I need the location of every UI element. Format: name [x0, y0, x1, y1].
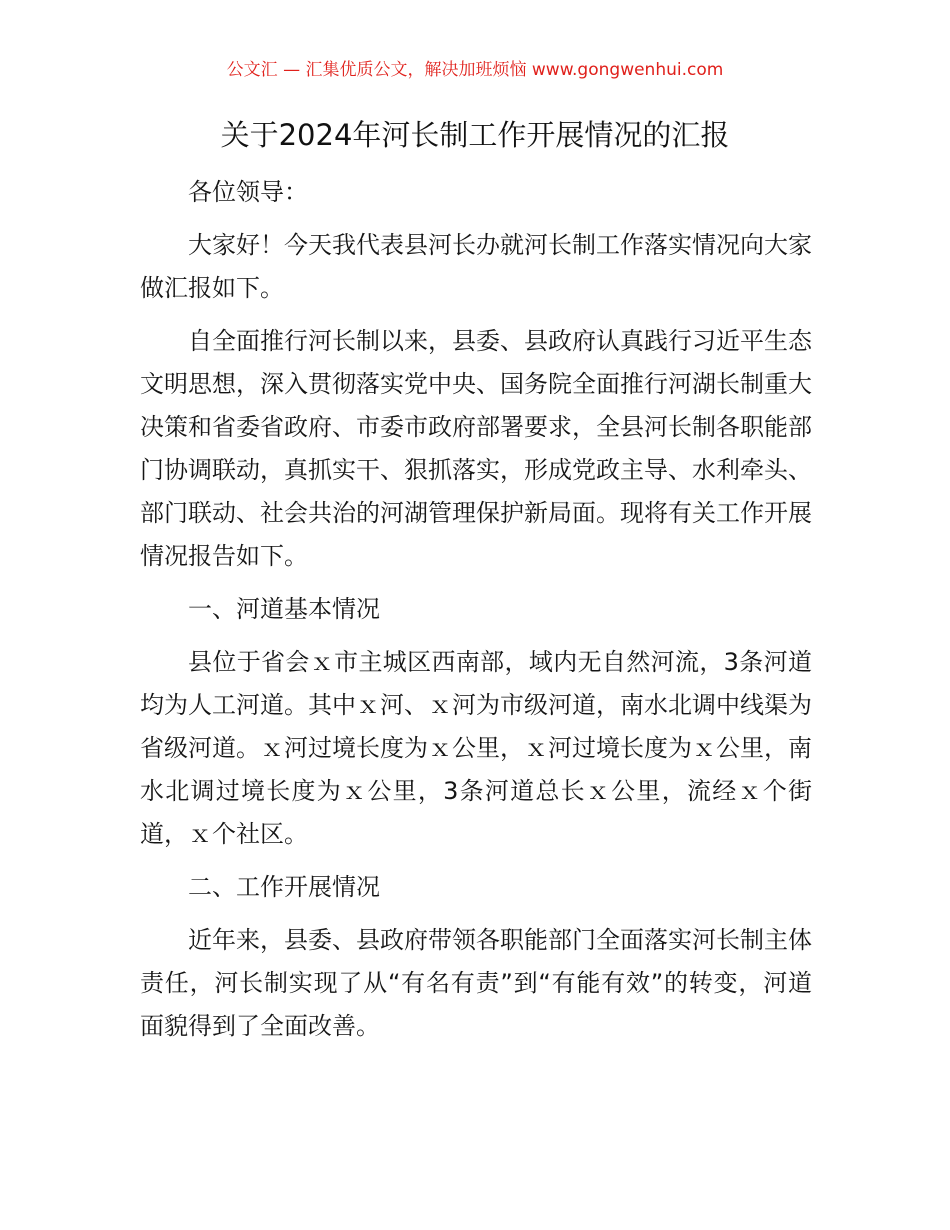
paragraph-intro: 自全面推行河长制以来，县委、县政府认真践行习近平生态文明思想，深入贯彻落实党中央、国务院全面推行河湖长制重大决策和省委省政府、市委市政府部署要求，全县河长制各职能部门协调联动，真抓实干、狠抓落实，形成党政主导、水利牵头、部门联动、社会共治的河湖管理保护新局面。现将有关工作开展情况报告如下。: [140, 327, 812, 570]
section-heading-work-progress: 二、工作开展情况: [188, 873, 380, 901]
paragraph-work-progress: 近年来，县委、县政府带领各职能部门全面落实河长制主体责任，河长制实现了从“有名有责”到“有能有效”的转变，河道面貌得到了全面改善。: [140, 926, 812, 1040]
paragraph-river-basics: 县位于省会ｘ市主城区西南部，域内无自然河流，3条河道均为人工河道。其中ｘ河、ｘ河为市级河道，南水北调中线渠为省级河道。ｘ河过境长度为ｘ公里，ｘ河过境长度为ｘ公里，南水北调过境长度为ｘ公里，3条河道总长ｘ公里，流经ｘ个街道，ｘ个社区。: [140, 648, 812, 848]
document-body: [140, 171, 812, 1058]
document-title: 关于2024年河长制工作开展情况的汇报: [220, 118, 730, 152]
paragraph-greeting: 大家好！今天我代表县河长办就河长制工作落实情况向大家做汇报如下。: [140, 231, 812, 302]
salutation: 各位领导：: [188, 178, 308, 206]
site-header-banner: 公文汇 — 汇集优质公文，解决加班烦恼 www.gongwenhui.com: [226, 60, 724, 80]
section-heading-river-basics: 一、河道基本情况: [188, 595, 380, 623]
